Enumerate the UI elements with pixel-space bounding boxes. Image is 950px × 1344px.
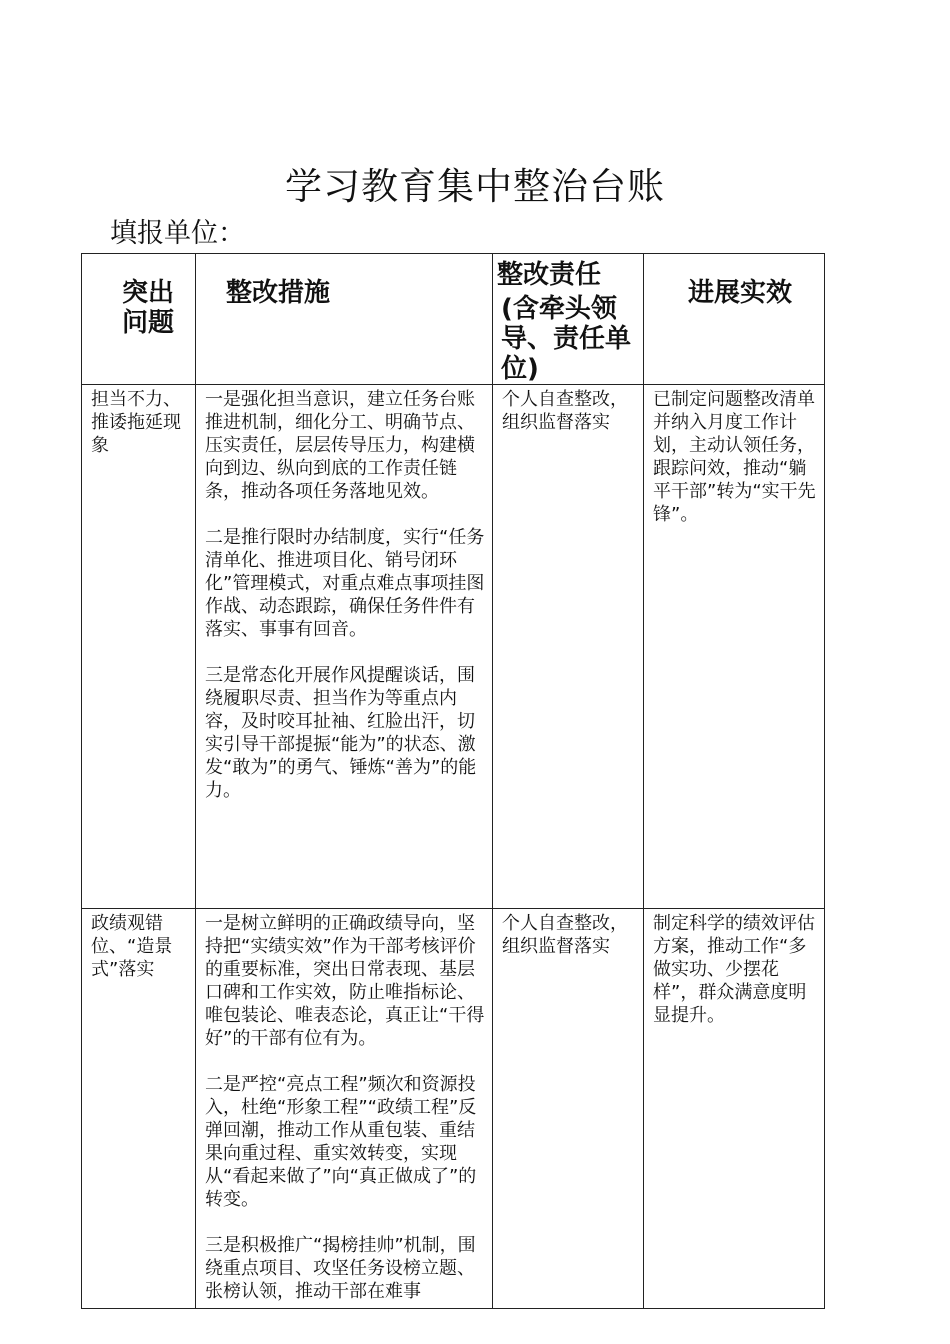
header-responsibility [493, 254, 644, 385]
table-header-row [82, 254, 825, 385]
cell-problem: 政绩观错位、“造景式”落实 [82, 909, 196, 1309]
measure-paragraph: 二是推行限时办结制度，实行“任务清单化、推进项目化、销号闭环化”管理模式，对重点难点事项挂图作战、动态跟踪，确保任务件件有落实、事事有回音。 [205, 527, 485, 640]
reporting-unit-label: 填报单位： [110, 218, 245, 249]
cell-measures [196, 385, 493, 909]
measure-paragraph: 一是树立鲜明的正确政绩导向，坚持把“实绩实效”作为干部考核评价的重要标准，突出日常表现、基层口碑和工作实效，防止唯指标论、唯包装论、唯表态论，真正让“干得好”的干部有位有为。 [205, 913, 485, 1049]
header-progress: 进展实效 [644, 254, 825, 385]
cell-problem: 担当不力、推诿拖延现象 [82, 385, 196, 909]
header-problem: 突出问题 [82, 254, 196, 385]
table-row [82, 909, 825, 1309]
rectification-ledger-table [81, 253, 825, 1309]
header-responsibility-main: 整改责任 [497, 260, 602, 290]
cell-progress: 已制定问题整改清单并纳入月度工作计划，主动认领任务，跟踪问效，推动“躺平干部”转为“实干先锋”。 [644, 385, 825, 909]
header-measures: 整改措施 [196, 254, 493, 385]
table-row [82, 385, 825, 909]
measure-paragraph: 三是常态化开展作风提醒谈话，围绕履职尽责、担当作为等重点内容，及时咬耳扯袖、红脸出汗，切实引导干部提振“能为”的状态、激发“敢为”的勇气、锤炼“善为”的能力。 [205, 665, 477, 801]
cell-progress: 制定科学的绩效评估方案，推动工作“多做实功、少摆花样”，群众满意度明显提升。 [644, 909, 825, 1309]
measure-paragraph: 一是强化担当意识，建立任务台账推进机制，细化分工、明确节点、压实责任，层层传导压力，构建横向到边、纵向到底的工作责任链条，推动各项任务落地见效。 [205, 389, 475, 502]
measure-paragraph: 二是严控“亮点工程”频次和资源投入，杜绝“形象工程”“政绩工程”反弹回潮，推动工作从重包装、重结果向重过程、重实效转变，实现从“看起来做了”向“真正做成了”的转变。 [205, 1074, 477, 1210]
cell-measures [196, 909, 493, 1309]
document-title: 学习教育集中整治台账 [285, 165, 665, 208]
measure-paragraph: 三是积极推广“揭榜挂帅”机制，围绕重点项目、攻坚任务设榜立题、张榜认领，推动干部在难事 [205, 1235, 476, 1302]
cell-responsibility: 个人自查整改，组织监督落实 [493, 909, 644, 1309]
header-responsibility-sub: (含牵头领导、责任单位) [501, 294, 632, 384]
cell-responsibility: 个人自查整改，组织监督落实 [493, 385, 644, 909]
